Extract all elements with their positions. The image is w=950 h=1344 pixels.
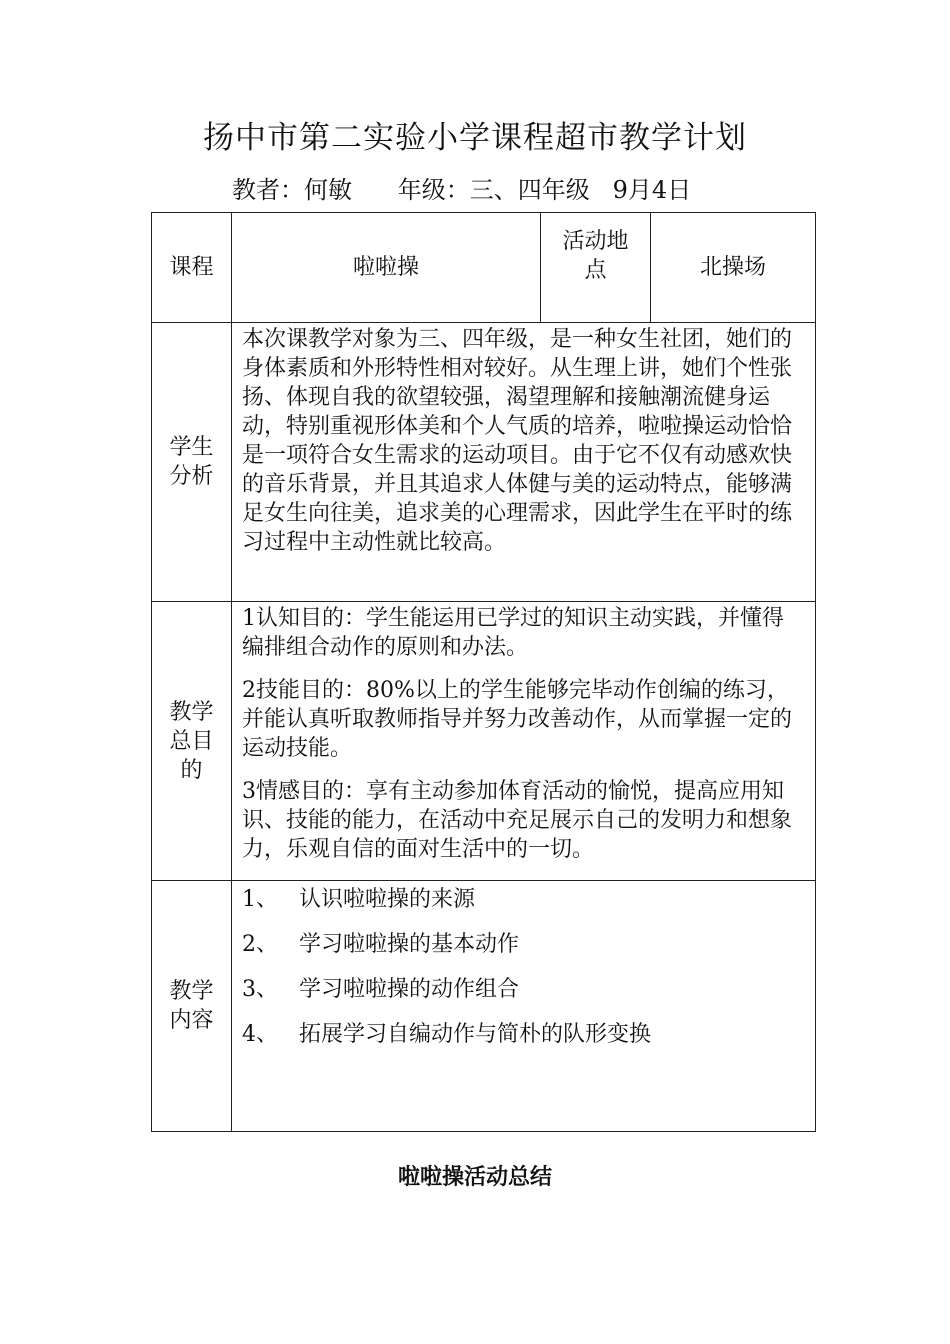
goals-label: 教学总目的 (169, 699, 214, 783)
course-label: 课程 (169, 255, 214, 280)
goal-cognitive: 1认知目的：学生能运用已学过的知识主动实践，并懂得编排组合动作的原则和办法。 (242, 606, 784, 660)
page-title: 扬中市第二实验小学课程超市教学计划 (203, 120, 747, 156)
location-label-cell (541, 213, 651, 323)
goal-skill: 2技能目的：80%以上的学生能够完毕动作创编的练习，并能认真听取教师指导并努力改善动作，从而掌握一定的运动技能。 (242, 678, 793, 761)
goals-cell (232, 602, 816, 881)
location-label: 活动地点 (562, 229, 629, 283)
content-item: 1、 认识啦啦操的来源 (242, 887, 475, 912)
content-cell (232, 881, 816, 1132)
student-analysis-cell (232, 323, 816, 602)
student-analysis-label-cell (152, 323, 232, 602)
course-name-cell (232, 213, 541, 323)
content-item: 2、 学习啦啦操的基本动作 (242, 932, 519, 957)
content-label-cell (152, 881, 232, 1132)
location-value: 北操场 (699, 255, 766, 280)
summary-title: 啦啦操活动总结 (397, 1164, 552, 1190)
content-label: 教学内容 (169, 979, 214, 1033)
content-item: 4、 拓展学习自编动作与简朴的队形变换 (242, 1022, 651, 1047)
student-analysis-label: 学生分析 (169, 435, 214, 489)
course-label-cell (152, 213, 232, 323)
goals-row (152, 602, 816, 881)
teaching-plan-table (151, 212, 816, 1132)
teacher-info-line: 教者：何敏 年级：三、四年级 9月4日 (232, 176, 692, 204)
goals-label-cell (152, 602, 232, 881)
course-header-row (152, 213, 816, 323)
student-analysis-row (152, 323, 816, 602)
content-item: 3、 学习啦啦操的动作组合 (242, 977, 519, 1002)
content-row (152, 881, 816, 1132)
goal-emotional: 3情感目的：享有主动参加体育活动的愉悦，提高应用知识、技能的能力，在活动中充足展示自己的发明力和想象力，乐观自信的面对生活中的一切。 (242, 779, 793, 862)
course-name: 啦啦操 (352, 255, 419, 280)
location-value-cell (651, 213, 816, 323)
student-analysis-text: 本次课教学对象为三、四年级，是一种女生社团，她们的身体素质和外形特性相对较好。从生理上讲，她们个性张扬、体现自我的欲望较强，渴望理解和接触潮流健身运动，特别重视形体美和个人气质的培养，啦啦操运动恰恰是一项符合女生需求的运动项目。由于它不仅有动感欢快的音乐背景，并且其追求人体健与美的运动特点，能够满足女生向往美，追求美的心理需求，因此学生在平时的练习过程中主动性就比较高。 (242, 327, 793, 555)
